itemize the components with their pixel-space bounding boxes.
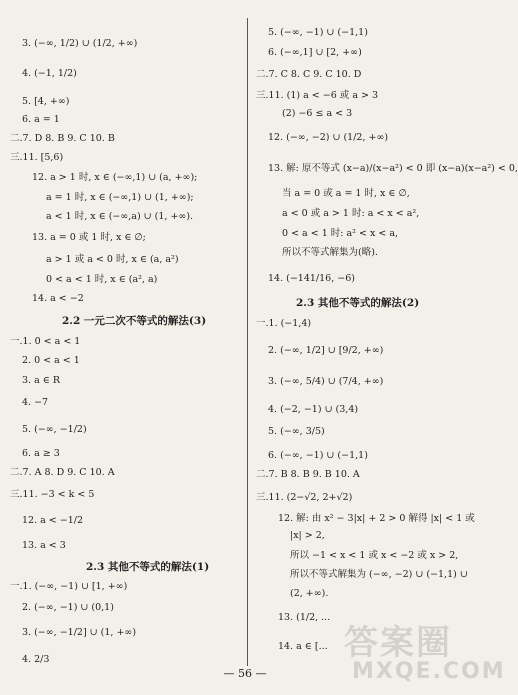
answer-line: 一.1. (−1,4) [256,318,312,329]
answer-line: 二.7. B 8. B 9. B 10. A [256,469,360,480]
answer-line: 2. (−∞, −1) ∪ (0,1) [22,602,114,613]
watermark-text-cn: 答案圈 [344,623,452,663]
answer-line: 14. a < −2 [32,293,84,304]
answer-line: 5. [4, +∞) [22,96,70,107]
answer-line: 12. a > 1 时, x ∈ (−∞,1) ∪ (a, +∞); [32,172,198,183]
answer-line: 所以不等式解集为(略). [282,247,378,258]
answer-line: 4. −7 [22,397,49,408]
answer-line: a < 1 时, x ∈ (−∞,a) ∪ (1, +∞). [46,211,194,222]
answer-line: 0 < a < 1 时: a² < x < a, [282,228,399,239]
answer-line: a > 1 或 a < 0 时, x ∈ (a, a²) [46,254,179,265]
answer-line: 3. a ∈ R [22,375,60,386]
answer-line: 4. (−1, 1/2) [22,68,77,79]
answer-line: 13. a < 3 [22,540,66,551]
answer-line: 三.11. −3 < k < 5 [10,489,95,500]
answer-line: 3. (−∞, −1/2] ∪ (1, +∞) [22,627,137,638]
answer-line: 4. 2/3 [22,654,50,665]
answer-line: (2) −6 ≤ a < 3 [282,108,353,119]
watermark-text-en: MXQE.COM [352,659,506,684]
column-divider [247,18,248,666]
answer-line: 3. (−∞, 1/2) ∪ (1/2, +∞) [22,38,138,49]
answer-line: 6. (−∞,1] ∪ [2, +∞) [268,47,362,58]
answer-line: 5. (−∞, −1/2) [22,424,87,435]
answer-line: 6. a = 1 [22,114,60,125]
watermark-logo [334,611,506,691]
page-number: — 56 — [223,667,267,680]
answer-line: |x| > 2, [290,530,325,541]
answer-line: 2. (−∞, 1/2] ∪ [9/2, +∞) [268,345,384,356]
answer-line: 12. a < −1/2 [22,515,84,526]
answer-line: 一.1. 0 < a < 1 [10,336,81,347]
answer-line: 三.11. (1) a < −6 或 a > 3 [256,90,379,101]
answer-line: (2, +∞). [290,588,329,599]
answer-line: 14. a ∈ [... [278,641,328,652]
section-heading: 2.2 一元二次不等式的解法(3) [62,315,207,327]
section-heading: 2.3 其他不等式的解法(1) [86,561,210,573]
answer-line: 二.7. A 8. D 9. C 10. A [10,467,115,478]
answer-line: a < 0 或 a > 1 时: a < x < a², [282,208,420,219]
answer-line: 14. (−141/16, −6) [268,273,355,284]
answer-line: 所以 −1 < x < 1 或 x < −2 或 x > 2, [290,550,459,561]
section-heading: 2.3 其他不等式的解法(2) [296,297,420,309]
answer-line: 5. (−∞, 3/5) [268,426,325,437]
answer-line: 当 a = 0 或 a = 1 时, x ∈ ∅, [282,188,410,199]
answer-line: 所以不等式解集为 (−∞, −2) ∪ (−1,1) ∪ [290,569,468,580]
answer-line: 5. (−∞, −1) ∪ (−1,1) [268,27,368,38]
answer-line: 6. (−∞, −1) ∪ (−1,1) [268,450,368,461]
answer-line: 二.7. C 8. C 9. C 10. D [256,69,362,80]
answer-line: 三.11. (2−√2, 2+√2) [256,492,353,503]
answer-line: 12. 解: 由 x² − 3|x| + 2 > 0 解得 |x| < 1 或 [278,513,475,524]
answer-line: 3. (−∞, 5/4) ∪ (7/4, +∞) [268,376,384,387]
answer-line: 一.1. (−∞, −1) ∪ [1, +∞) [10,581,128,592]
answer-line: 二.7. D 8. B 9. C 10. B [10,133,115,144]
answer-line: 13. (1/2, ... [278,612,331,623]
answer-line: 12. (−∞, −2) ∪ (1/2, +∞) [268,132,389,143]
answer-line: a = 1 时, x ∈ (−∞,1) ∪ (1, +∞); [46,192,194,203]
answer-line: 13. 解: 原不等式 (x−a)/(x−a²) < 0 即 (x−a)(x−a²) < 0, [268,163,518,174]
answer-line: 4. (−2, −1) ∪ (3,4) [268,404,359,415]
answer-line: 6. a ≥ 3 [22,448,60,459]
answer-line: 三.11. [5,6) [10,152,64,163]
answer-line: 0 < a < 1 时, x ∈ (a², a) [46,274,158,285]
answer-line: 2. 0 < a < 1 [22,355,80,366]
answer-line: 13. a = 0 或 1 时, x ∈ ∅; [32,232,146,243]
